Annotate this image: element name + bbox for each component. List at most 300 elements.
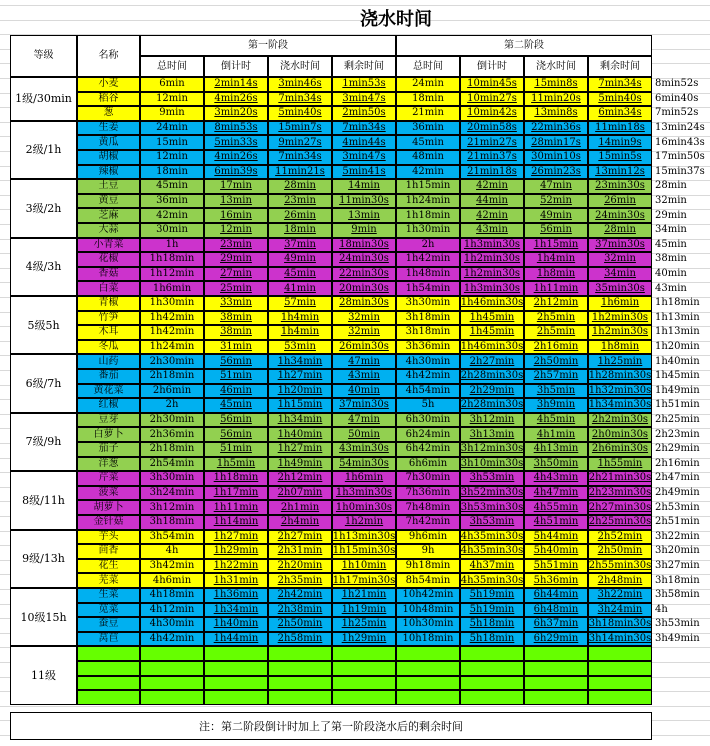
time-cell[interactable] bbox=[524, 661, 588, 676]
time-cell[interactable]: 2h07min bbox=[268, 486, 332, 501]
time-cell[interactable]: 12min bbox=[140, 150, 204, 165]
crop-name[interactable]: 黄豆 bbox=[77, 194, 140, 209]
time-cell[interactable]: 26min30s bbox=[332, 340, 396, 355]
time-cell[interactable]: 2h52min bbox=[588, 530, 652, 545]
time-cell[interactable]: 56min bbox=[204, 427, 268, 442]
time-cell[interactable] bbox=[524, 676, 588, 691]
time-cell[interactable]: 2h54min bbox=[140, 457, 204, 472]
time-cell[interactable]: 20min58s bbox=[460, 121, 524, 136]
crop-name[interactable]: 花生 bbox=[77, 559, 140, 574]
crop-name[interactable]: 土豆 bbox=[77, 179, 140, 194]
time-cell[interactable]: 34min bbox=[588, 267, 652, 282]
time-cell[interactable]: 21min bbox=[396, 106, 460, 121]
crop-name[interactable]: 金针菇 bbox=[77, 515, 140, 530]
time-cell[interactable]: 1h30min bbox=[140, 296, 204, 311]
crop-name[interactable]: 大蒜 bbox=[77, 223, 140, 238]
time-cell[interactable]: 28min bbox=[588, 223, 652, 238]
time-cell[interactable]: 43min30s bbox=[332, 442, 396, 457]
time-cell[interactable]: 1h28min30s bbox=[588, 369, 652, 384]
time-cell[interactable]: 4h35min30s bbox=[460, 573, 524, 588]
time-cell[interactable]: 6h48min bbox=[524, 603, 588, 618]
time-cell[interactable]: 1h54min bbox=[396, 281, 460, 296]
time-cell[interactable]: 3h12min30s bbox=[460, 442, 524, 457]
time-cell[interactable]: 1h3min30s bbox=[332, 486, 396, 501]
time-cell[interactable]: 2h42min bbox=[268, 588, 332, 603]
time-cell[interactable]: 20min30s bbox=[332, 281, 396, 296]
time-cell[interactable]: 40min bbox=[332, 384, 396, 399]
time-cell[interactable]: 4h1min bbox=[524, 427, 588, 442]
time-cell[interactable] bbox=[396, 646, 460, 661]
time-cell[interactable]: 1h24min bbox=[140, 340, 204, 355]
time-cell[interactable]: 23min30s bbox=[588, 179, 652, 194]
time-cell[interactable]: 32min bbox=[332, 325, 396, 340]
time-cell[interactable]: 2h4min bbox=[268, 515, 332, 530]
time-cell[interactable]: 3h22min bbox=[588, 588, 652, 603]
time-cell[interactable]: 24min30s bbox=[332, 252, 396, 267]
time-cell[interactable]: 6h44min bbox=[524, 588, 588, 603]
time-cell[interactable]: 56min bbox=[204, 354, 268, 369]
time-cell[interactable]: 13min bbox=[332, 208, 396, 223]
time-cell[interactable]: 2h31min bbox=[268, 544, 332, 559]
time-cell[interactable]: 1h31min bbox=[204, 573, 268, 588]
time-cell[interactable]: 1h42min bbox=[140, 311, 204, 326]
time-cell[interactable]: 3min47s bbox=[332, 92, 396, 107]
time-cell[interactable]: 1h6min bbox=[332, 471, 396, 486]
time-cell[interactable]: 4h6min bbox=[140, 573, 204, 588]
time-cell[interactable]: 23min bbox=[268, 194, 332, 209]
crop-name[interactable]: 胡椒 bbox=[77, 150, 140, 165]
time-cell[interactable]: 18min bbox=[268, 223, 332, 238]
time-cell[interactable] bbox=[204, 661, 268, 676]
time-cell[interactable]: 50min bbox=[332, 427, 396, 442]
crop-name[interactable] bbox=[77, 676, 140, 691]
time-cell[interactable]: 1h4min bbox=[524, 252, 588, 267]
time-cell[interactable]: 5h44min bbox=[524, 530, 588, 545]
time-cell[interactable]: 1h34min bbox=[268, 354, 332, 369]
time-cell[interactable]: 7h42min bbox=[396, 515, 460, 530]
time-cell[interactable]: 4h43min bbox=[524, 471, 588, 486]
time-cell[interactable]: 2h2min30s bbox=[588, 413, 652, 428]
time-cell[interactable]: 4h51min bbox=[524, 515, 588, 530]
time-cell[interactable]: 23min bbox=[204, 238, 268, 253]
time-cell[interactable]: 1h4min bbox=[268, 325, 332, 340]
time-cell[interactable]: 24min bbox=[396, 77, 460, 92]
crop-name[interactable]: 苋菜 bbox=[77, 603, 140, 618]
time-cell[interactable]: 1h0min30s bbox=[332, 500, 396, 515]
time-cell[interactable] bbox=[588, 676, 652, 691]
crop-name[interactable]: 辣椒 bbox=[77, 165, 140, 180]
time-cell[interactable]: 1h2min30s bbox=[460, 267, 524, 282]
time-cell[interactable]: 15min5s bbox=[588, 150, 652, 165]
time-cell[interactable]: 1h13min30s bbox=[332, 530, 396, 545]
time-cell[interactable]: 10min42s bbox=[460, 106, 524, 121]
time-cell[interactable]: 1h46min30s bbox=[460, 296, 524, 311]
time-cell[interactable]: 2h48min bbox=[588, 573, 652, 588]
time-cell[interactable]: 6h42min bbox=[396, 442, 460, 457]
time-cell[interactable]: 10h48min bbox=[396, 603, 460, 618]
time-cell[interactable]: 7min34s bbox=[588, 77, 652, 92]
time-cell[interactable]: 1h21min bbox=[332, 588, 396, 603]
time-cell[interactable]: 30min bbox=[140, 223, 204, 238]
time-cell[interactable]: 2h bbox=[140, 398, 204, 413]
time-cell[interactable]: 32min bbox=[588, 252, 652, 267]
time-cell[interactable]: 1h42min bbox=[396, 252, 460, 267]
time-cell[interactable]: 3h10min30s bbox=[460, 457, 524, 472]
time-cell[interactable]: 1h27min bbox=[204, 530, 268, 545]
time-cell[interactable]: 2h50min bbox=[524, 354, 588, 369]
time-cell[interactable]: 1h18min bbox=[396, 208, 460, 223]
time-cell[interactable] bbox=[460, 661, 524, 676]
time-cell[interactable] bbox=[396, 690, 460, 705]
crop-name[interactable]: 黄瓜 bbox=[77, 135, 140, 150]
crop-name[interactable]: 生姜 bbox=[77, 121, 140, 136]
time-cell[interactable]: 4h5min bbox=[524, 413, 588, 428]
time-cell[interactable]: 2h50min bbox=[588, 544, 652, 559]
time-cell[interactable]: 28min bbox=[268, 179, 332, 194]
time-cell[interactable]: 1h27min bbox=[268, 442, 332, 457]
time-cell[interactable]: 1h34min bbox=[268, 413, 332, 428]
time-cell[interactable] bbox=[396, 676, 460, 691]
time-cell[interactable]: 24min bbox=[140, 121, 204, 136]
crop-name[interactable] bbox=[77, 690, 140, 705]
time-cell[interactable]: 3h30min bbox=[140, 471, 204, 486]
time-cell[interactable]: 14min9s bbox=[588, 135, 652, 150]
time-cell[interactable]: 6min bbox=[140, 77, 204, 92]
time-cell[interactable]: 12min bbox=[140, 92, 204, 107]
time-cell[interactable]: 45min bbox=[204, 398, 268, 413]
time-cell[interactable]: 5min41s bbox=[332, 165, 396, 180]
time-cell[interactable]: 4h13min bbox=[524, 442, 588, 457]
time-cell[interactable]: 1h22min bbox=[204, 559, 268, 574]
time-cell[interactable]: 9min27s bbox=[268, 135, 332, 150]
time-cell[interactable]: 44min bbox=[460, 194, 524, 209]
time-cell[interactable] bbox=[588, 661, 652, 676]
time-cell[interactable]: 5min40s bbox=[588, 92, 652, 107]
time-cell[interactable]: 53min bbox=[268, 340, 332, 355]
time-cell[interactable]: 4min44s bbox=[332, 135, 396, 150]
time-cell[interactable]: 6h30min bbox=[396, 413, 460, 428]
time-cell[interactable]: 29min bbox=[204, 252, 268, 267]
time-cell[interactable]: 47min bbox=[332, 354, 396, 369]
time-cell[interactable]: 1h17min bbox=[204, 486, 268, 501]
time-cell[interactable]: 2h35min bbox=[268, 573, 332, 588]
crop-name[interactable] bbox=[77, 661, 140, 676]
time-cell[interactable]: 46min bbox=[204, 384, 268, 399]
crop-name[interactable]: 生菜 bbox=[77, 588, 140, 603]
time-cell[interactable]: 1h2min30s bbox=[460, 252, 524, 267]
time-cell[interactable]: 9min bbox=[332, 223, 396, 238]
time-cell[interactable]: 1h34min30s bbox=[588, 398, 652, 413]
time-cell[interactable]: 36min bbox=[396, 121, 460, 136]
crop-name[interactable]: 蚕豆 bbox=[77, 617, 140, 632]
time-cell[interactable]: 3h53min30s bbox=[460, 500, 524, 515]
time-cell[interactable]: 9h bbox=[396, 544, 460, 559]
time-cell[interactable]: 45min bbox=[396, 135, 460, 150]
time-cell[interactable]: 9h18min bbox=[396, 559, 460, 574]
time-cell[interactable]: 2h18min bbox=[140, 442, 204, 457]
time-cell[interactable] bbox=[460, 676, 524, 691]
crop-name[interactable]: 茄子 bbox=[77, 442, 140, 457]
time-cell[interactable]: 5h40min bbox=[524, 544, 588, 559]
time-cell[interactable]: 9min bbox=[140, 106, 204, 121]
time-cell[interactable]: 47min bbox=[524, 179, 588, 194]
time-cell[interactable] bbox=[204, 646, 268, 661]
time-cell[interactable] bbox=[332, 676, 396, 691]
time-cell[interactable]: 2h29min bbox=[460, 384, 524, 399]
time-cell[interactable]: 26min23s bbox=[524, 165, 588, 180]
time-cell[interactable]: 30min10s bbox=[524, 150, 588, 165]
time-cell[interactable]: 2h5min bbox=[524, 325, 588, 340]
time-cell[interactable]: 2h6min30s bbox=[588, 442, 652, 457]
crop-name[interactable]: 木耳 bbox=[77, 325, 140, 340]
time-cell[interactable]: 1h4min bbox=[268, 311, 332, 326]
time-cell[interactable]: 7min34s bbox=[268, 92, 332, 107]
time-cell[interactable]: 31min bbox=[204, 340, 268, 355]
time-cell[interactable]: 51min bbox=[204, 442, 268, 457]
crop-name[interactable]: 小青菜 bbox=[77, 238, 140, 253]
time-cell[interactable]: 1h49min bbox=[268, 457, 332, 472]
time-cell[interactable]: 5h bbox=[396, 398, 460, 413]
time-cell[interactable]: 57min bbox=[268, 296, 332, 311]
time-cell[interactable]: 42min bbox=[460, 179, 524, 194]
time-cell[interactable]: 4h47min bbox=[524, 486, 588, 501]
time-cell[interactable]: 9h6min bbox=[396, 530, 460, 545]
time-cell[interactable]: 1h15min bbox=[524, 238, 588, 253]
time-cell[interactable]: 10h42min bbox=[396, 588, 460, 603]
crop-name[interactable]: 香菇 bbox=[77, 267, 140, 282]
time-cell[interactable]: 42min bbox=[140, 208, 204, 223]
time-cell[interactable]: 1h42min bbox=[140, 325, 204, 340]
time-cell[interactable]: 14min bbox=[332, 179, 396, 194]
time-cell[interactable]: 1h17min30s bbox=[332, 573, 396, 588]
time-cell[interactable]: 21min37s bbox=[460, 150, 524, 165]
time-cell[interactable]: 21min18s bbox=[460, 165, 524, 180]
time-cell[interactable] bbox=[460, 646, 524, 661]
crop-name[interactable]: 菠菜 bbox=[77, 486, 140, 501]
time-cell[interactable]: 10min45s bbox=[460, 77, 524, 92]
time-cell[interactable]: 2h58min bbox=[268, 632, 332, 647]
time-cell[interactable]: 43min bbox=[460, 223, 524, 238]
time-cell[interactable]: 2h12min bbox=[524, 296, 588, 311]
time-cell[interactable]: 41min bbox=[268, 281, 332, 296]
time-cell[interactable]: 3h53min bbox=[460, 515, 524, 530]
time-cell[interactable] bbox=[140, 661, 204, 676]
time-cell[interactable]: 15min7s bbox=[268, 121, 332, 136]
time-cell[interactable]: 2h21min30s bbox=[588, 471, 652, 486]
time-cell[interactable]: 1h46min30s bbox=[460, 340, 524, 355]
time-cell[interactable]: 3h42min bbox=[140, 559, 204, 574]
time-cell[interactable]: 38min bbox=[204, 325, 268, 340]
time-cell[interactable]: 1h55min bbox=[588, 457, 652, 472]
time-cell[interactable] bbox=[332, 646, 396, 661]
time-cell[interactable]: 3min20s bbox=[204, 106, 268, 121]
time-cell[interactable]: 5h18min bbox=[460, 617, 524, 632]
time-cell[interactable]: 6h29min bbox=[524, 632, 588, 647]
crop-name[interactable]: 芝麻 bbox=[77, 208, 140, 223]
time-cell[interactable]: 4h12min bbox=[140, 603, 204, 618]
time-cell[interactable]: 1h15min bbox=[396, 179, 460, 194]
time-cell[interactable]: 13min bbox=[204, 194, 268, 209]
time-cell[interactable]: 1h29min bbox=[332, 632, 396, 647]
time-cell[interactable]: 1h36min bbox=[204, 588, 268, 603]
time-cell[interactable]: 7h36min bbox=[396, 486, 460, 501]
time-cell[interactable] bbox=[588, 690, 652, 705]
time-cell[interactable] bbox=[268, 661, 332, 676]
time-cell[interactable]: 1h5min bbox=[204, 457, 268, 472]
time-cell[interactable]: 4min26s bbox=[204, 92, 268, 107]
time-cell[interactable]: 26min bbox=[588, 194, 652, 209]
crop-name[interactable]: 芋头 bbox=[77, 530, 140, 545]
time-cell[interactable]: 3h13min bbox=[460, 427, 524, 442]
time-cell[interactable]: 1h12min bbox=[140, 267, 204, 282]
time-cell[interactable]: 6h24min bbox=[396, 427, 460, 442]
time-cell[interactable]: 1h10min bbox=[332, 559, 396, 574]
time-cell[interactable]: 45min bbox=[140, 179, 204, 194]
time-cell[interactable]: 28min30s bbox=[332, 296, 396, 311]
time-cell[interactable]: 2h50min bbox=[268, 617, 332, 632]
time-cell[interactable]: 18min bbox=[140, 165, 204, 180]
time-cell[interactable]: 5min40s bbox=[268, 106, 332, 121]
time-cell[interactable]: 1h32min30s bbox=[588, 384, 652, 399]
time-cell[interactable]: 1h2min bbox=[332, 515, 396, 530]
time-cell[interactable]: 1h29min bbox=[204, 544, 268, 559]
time-cell[interactable]: 11min21s bbox=[268, 165, 332, 180]
time-cell[interactable]: 36min bbox=[140, 194, 204, 209]
time-cell[interactable]: 10h30min bbox=[396, 617, 460, 632]
time-cell[interactable]: 13min12s bbox=[588, 165, 652, 180]
time-cell[interactable] bbox=[268, 676, 332, 691]
time-cell[interactable]: 2h20min bbox=[268, 559, 332, 574]
time-cell[interactable]: 1h18min bbox=[204, 471, 268, 486]
time-cell[interactable]: 45min bbox=[268, 267, 332, 282]
time-cell[interactable]: 2h27min30s bbox=[588, 500, 652, 515]
time-cell[interactable]: 1h11min bbox=[524, 281, 588, 296]
time-cell[interactable]: 2h28min30s bbox=[460, 369, 524, 384]
time-cell[interactable]: 37min bbox=[268, 238, 332, 253]
time-cell[interactable]: 1h27min bbox=[268, 369, 332, 384]
time-cell[interactable]: 51min bbox=[204, 369, 268, 384]
time-cell[interactable]: 1h11min bbox=[204, 500, 268, 515]
time-cell[interactable]: 4h55min bbox=[524, 500, 588, 515]
time-cell[interactable]: 56min bbox=[204, 413, 268, 428]
crop-name[interactable]: 稻谷 bbox=[77, 92, 140, 107]
time-cell[interactable]: 3h53min bbox=[460, 471, 524, 486]
time-cell[interactable]: 3h24min bbox=[588, 603, 652, 618]
time-cell[interactable]: 4h35min30s bbox=[460, 544, 524, 559]
time-cell[interactable]: 5h19min bbox=[460, 603, 524, 618]
time-cell[interactable]: 3min46s bbox=[268, 77, 332, 92]
time-cell[interactable] bbox=[268, 646, 332, 661]
time-cell[interactable]: 1h40min bbox=[204, 617, 268, 632]
time-cell[interactable] bbox=[332, 661, 396, 676]
time-cell[interactable]: 1h18min bbox=[140, 252, 204, 267]
time-cell[interactable]: 4h30min bbox=[140, 617, 204, 632]
time-cell[interactable]: 2h23min30s bbox=[588, 486, 652, 501]
time-cell[interactable]: 15min8s bbox=[524, 77, 588, 92]
time-cell[interactable]: 3h36min bbox=[396, 340, 460, 355]
time-cell[interactable]: 54min30s bbox=[332, 457, 396, 472]
time-cell[interactable]: 49min bbox=[268, 252, 332, 267]
time-cell[interactable]: 3h24min bbox=[140, 486, 204, 501]
time-cell[interactable]: 2h36min bbox=[140, 427, 204, 442]
time-cell[interactable]: 22min30s bbox=[332, 267, 396, 282]
crop-name[interactable] bbox=[77, 646, 140, 661]
time-cell[interactable]: 2h57min bbox=[524, 369, 588, 384]
time-cell[interactable]: 1h3min30s bbox=[460, 238, 524, 253]
time-cell[interactable]: 1h6min bbox=[140, 281, 204, 296]
crop-name[interactable]: 芜菜 bbox=[77, 573, 140, 588]
time-cell[interactable] bbox=[204, 676, 268, 691]
time-cell[interactable]: 3h30min bbox=[396, 296, 460, 311]
time-cell[interactable]: 6min39s bbox=[204, 165, 268, 180]
time-cell[interactable]: 3h18min bbox=[140, 515, 204, 530]
time-cell[interactable]: 5h18min bbox=[460, 632, 524, 647]
time-cell[interactable]: 5h51min bbox=[524, 559, 588, 574]
time-cell[interactable]: 11min30s bbox=[332, 194, 396, 209]
time-cell[interactable]: 3h18min bbox=[396, 325, 460, 340]
time-cell[interactable]: 2min14s bbox=[204, 77, 268, 92]
time-cell[interactable]: 7h48min bbox=[396, 500, 460, 515]
crop-name[interactable]: 葱 bbox=[77, 106, 140, 121]
time-cell[interactable]: 47min bbox=[332, 413, 396, 428]
time-cell[interactable]: 11min18s bbox=[588, 121, 652, 136]
crop-name[interactable]: 莴苣 bbox=[77, 632, 140, 647]
time-cell[interactable]: 37min30s bbox=[332, 398, 396, 413]
time-cell[interactable]: 18min30s bbox=[332, 238, 396, 253]
time-cell[interactable]: 4h37min bbox=[460, 559, 524, 574]
time-cell[interactable]: 1h bbox=[140, 238, 204, 253]
time-cell[interactable]: 10min27s bbox=[460, 92, 524, 107]
time-cell[interactable] bbox=[524, 646, 588, 661]
crop-name[interactable]: 白萝卜 bbox=[77, 427, 140, 442]
time-cell[interactable]: 1h19min bbox=[332, 603, 396, 618]
time-cell[interactable]: 3h14min30s bbox=[588, 632, 652, 647]
time-cell[interactable]: 2h55min30s bbox=[588, 559, 652, 574]
time-cell[interactable]: 2h16min bbox=[524, 340, 588, 355]
time-cell[interactable]: 25min bbox=[204, 281, 268, 296]
time-cell[interactable]: 2h12min bbox=[268, 471, 332, 486]
time-cell[interactable]: 1h15min30s bbox=[332, 544, 396, 559]
time-cell[interactable]: 1h40min bbox=[268, 427, 332, 442]
time-cell[interactable]: 1h2min30s bbox=[588, 325, 652, 340]
time-cell[interactable]: 1min53s bbox=[332, 77, 396, 92]
time-cell[interactable]: 1h3min30s bbox=[460, 281, 524, 296]
time-cell[interactable]: 7min34s bbox=[332, 121, 396, 136]
time-cell[interactable] bbox=[268, 690, 332, 705]
time-cell[interactable] bbox=[140, 676, 204, 691]
time-cell[interactable]: 3h18min30s bbox=[588, 617, 652, 632]
time-cell[interactable]: 33min bbox=[204, 296, 268, 311]
time-cell[interactable]: 8min53s bbox=[204, 121, 268, 136]
time-cell[interactable] bbox=[460, 690, 524, 705]
time-cell[interactable]: 13min8s bbox=[524, 106, 588, 121]
time-cell[interactable]: 4h54min bbox=[396, 384, 460, 399]
time-cell[interactable]: 1h2min30s bbox=[588, 311, 652, 326]
time-cell[interactable]: 28min17s bbox=[524, 135, 588, 150]
time-cell[interactable]: 37min30s bbox=[588, 238, 652, 253]
time-cell[interactable]: 2h25min30s bbox=[588, 515, 652, 530]
time-cell[interactable]: 1h6min bbox=[588, 296, 652, 311]
crop-name[interactable]: 竹笋 bbox=[77, 311, 140, 326]
time-cell[interactable]: 2h bbox=[396, 238, 460, 253]
time-cell[interactable]: 18min bbox=[396, 92, 460, 107]
crop-name[interactable]: 青椒 bbox=[77, 296, 140, 311]
crop-name[interactable]: 芹菜 bbox=[77, 471, 140, 486]
crop-name[interactable]: 白菜 bbox=[77, 281, 140, 296]
crop-name[interactable]: 胡萝卜 bbox=[77, 500, 140, 515]
time-cell[interactable]: 1h20min bbox=[268, 384, 332, 399]
crop-name[interactable]: 小麦 bbox=[77, 77, 140, 92]
